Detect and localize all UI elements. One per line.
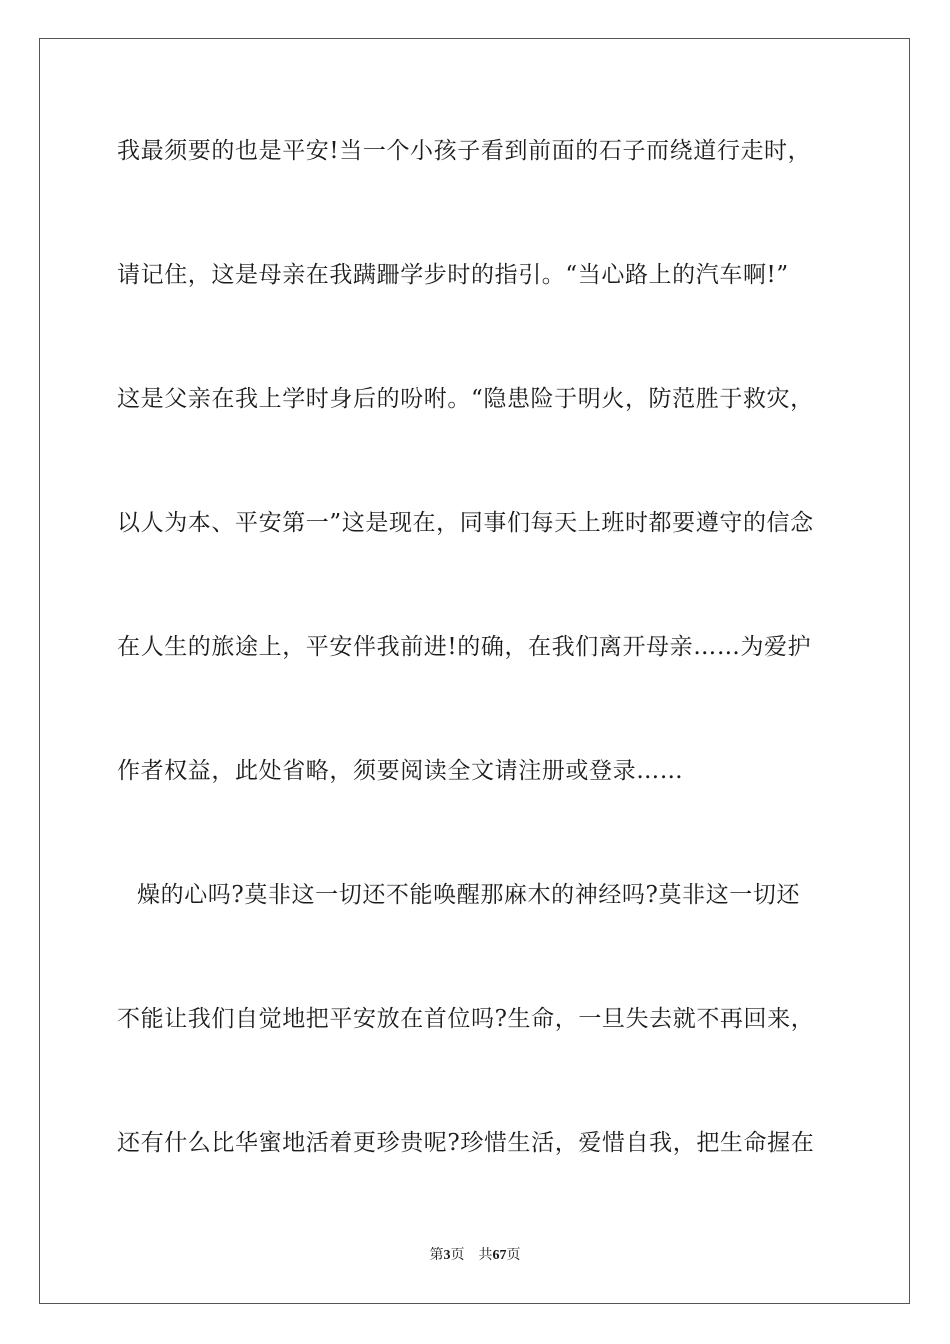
- text-line-2: 请记住，这是母亲在我蹒跚学步时的指引。“当心路上的汽车啊!”: [117, 262, 789, 288]
- text-line-8: 不能让我们自觉地把平安放在首位吗?生命，一旦失去就不再回来，: [117, 1006, 815, 1032]
- total-pages: 67: [492, 1248, 507, 1263]
- text-line-5: 在人生的旅途上，平安伴我前进!的确，在我们离开母亲……为爱护: [117, 634, 812, 660]
- page-prefix: 第: [429, 1248, 444, 1263]
- page-number: 3: [443, 1248, 451, 1263]
- total-prefix: 共: [478, 1248, 493, 1263]
- text-line-6: 作者权益，此处省略，须要阅读全文请注册或登录……: [117, 758, 684, 784]
- page-border: [39, 38, 910, 1304]
- text-line-1: 我最须要的也是平安!当一个小孩子看到前面的石子而绕道行走时，: [117, 138, 812, 164]
- text-line-3: 这是父亲在我上学时身后的吩咐。“隐患险于明火，防范胜于救灾，: [117, 386, 814, 412]
- text-line-9: 还有什么比华蜜地活着更珍贵呢?珍惜生活，爱惜自我，把生命握在: [117, 1130, 815, 1156]
- text-line-7: 燥的心吗?莫非这一切还不能唤醒那麻木的神经吗?莫非这一切还: [137, 882, 801, 908]
- page-suffix: 页: [450, 1248, 465, 1263]
- total-suffix: 页: [506, 1248, 521, 1263]
- text-line-4: 以人为本、平安第一”这是现在，同事们每天上班时都要遵守的信念: [117, 510, 814, 536]
- page-footer: [0, 1246, 950, 1266]
